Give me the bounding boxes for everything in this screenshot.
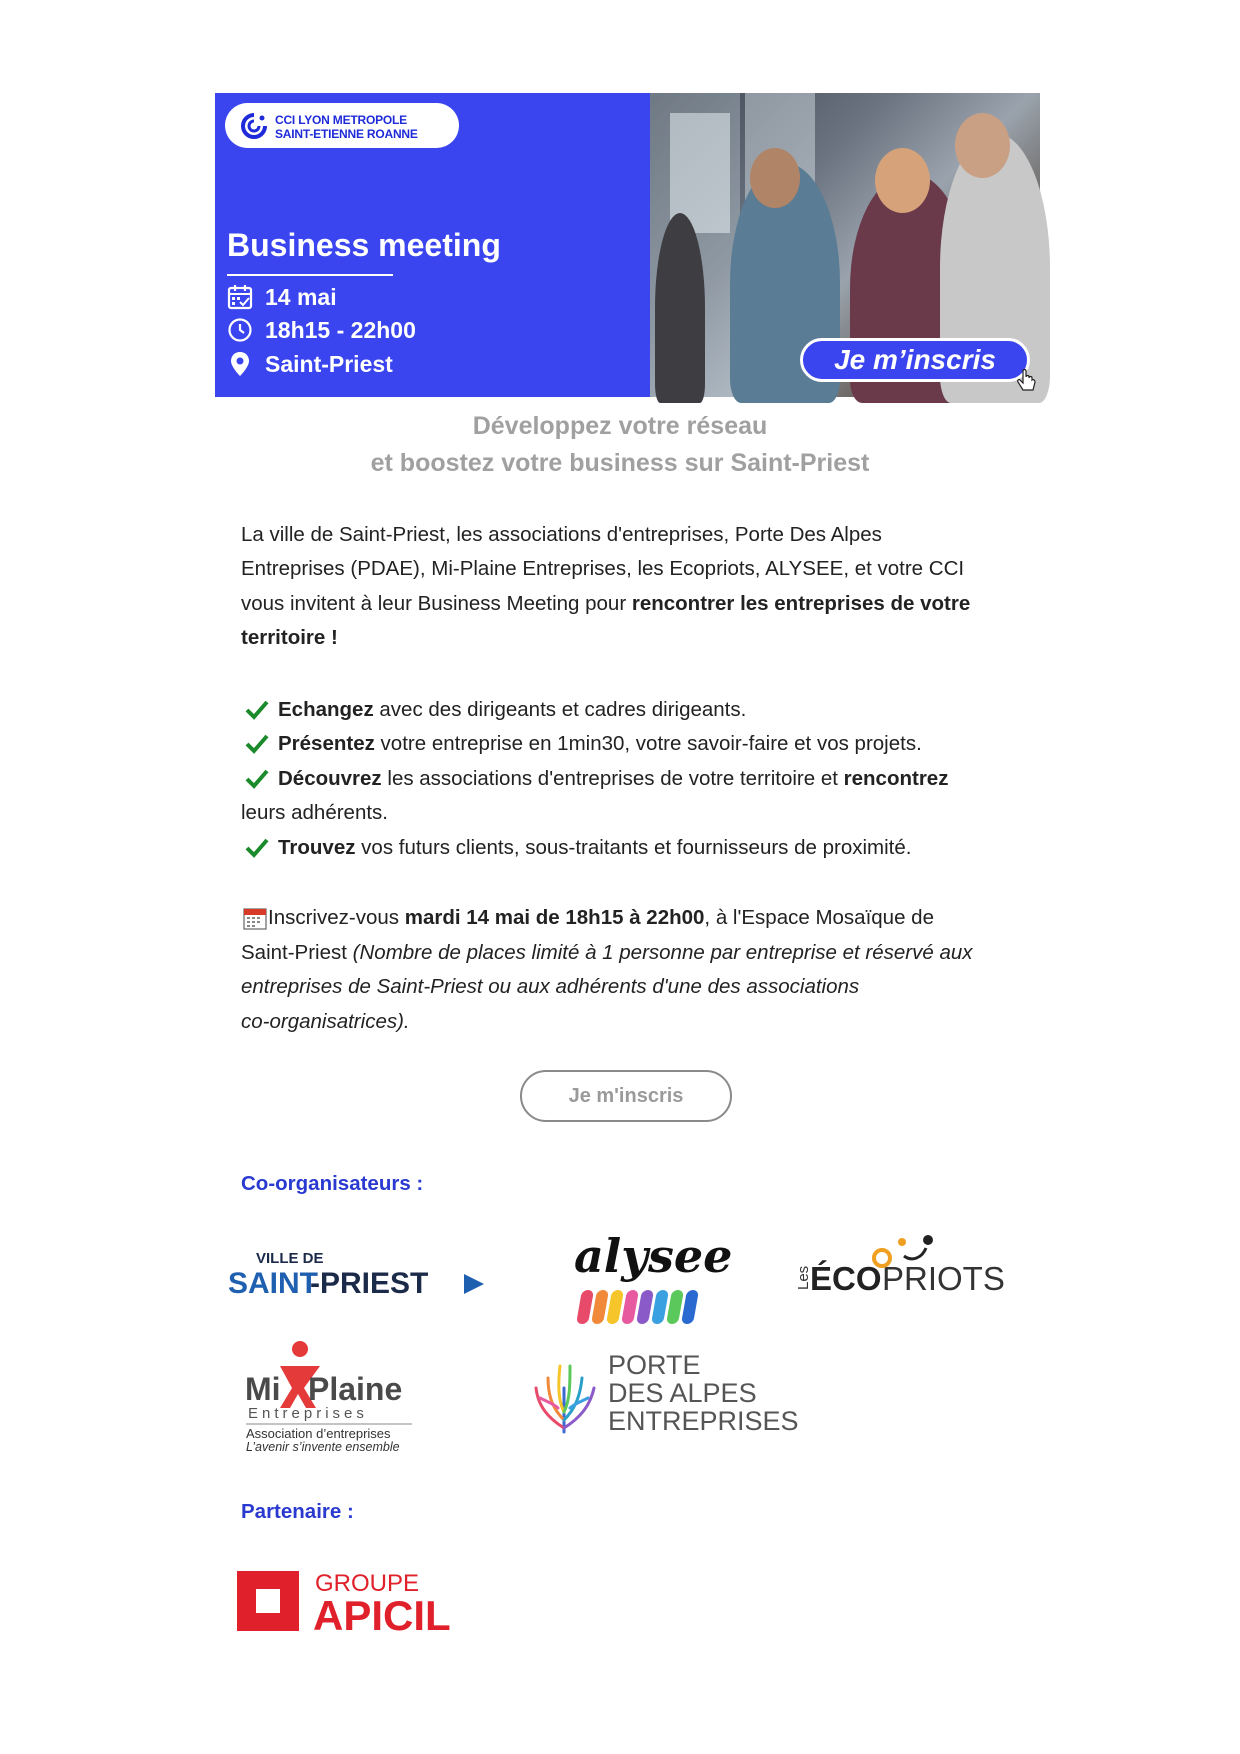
registration-text: Inscrivez-vous [268,906,405,929]
intro-line3 [241,591,970,617]
bullet-discover-text: les associations d'entreprises de votre territoire et [381,767,844,790]
headline-line2: et boostez votre business sur Saint-Priest [370,449,870,477]
bullet-find [278,835,911,861]
banner-register-button[interactable]: Je m’inscris [800,338,1030,382]
bullet-present-bold: Présentez [278,732,375,755]
alysee-logo [568,1222,733,1332]
partner-heading: Partenaire : [241,1500,354,1523]
registration-line1 [268,905,934,931]
intro-highlight-end: territoire ! [241,626,338,649]
clock-icon [227,317,253,343]
bullet-discover [278,766,948,792]
bullet-discover-cont: leurs adhérents. [241,801,389,824]
pointer-hand-icon [1016,369,1038,393]
calendar-icon [227,284,253,310]
registration-line4 [241,1009,410,1035]
event-title: Business meeting [227,227,501,263]
registration-conditions-cont: entreprises de Saint-Priest ou aux adhérents d'une des associations [241,975,860,998]
headline-line1: Développez votre réseau [472,412,768,440]
registration-conditions: (Nombre de places limité à 1 personne par entreprise et réservé aux [352,941,973,964]
registration-line3 [241,974,859,1000]
bullet-discover-bold2: rencontrez [843,767,949,790]
intro-text: vous invitent à leur Business Meeting pour [241,592,632,615]
bullet-exchange-bold: Echangez [278,698,374,721]
banner-info-panel [215,93,650,397]
intro-line4 [241,625,338,651]
saint-priest-logo-line1: VILLE DE [256,1250,324,1267]
networking-photo [650,93,1040,397]
miplaine-logo-tagline: L’avenir s’invente ensemble [246,1440,400,1454]
miplaine-logo-entreprises: Entreprises [248,1405,368,1422]
bullet-exchange-text: avec des dirigeants et cadres dirigeants. [373,698,747,721]
registration-line2 [241,940,973,966]
event-date: 14 mai [265,284,337,310]
cci-logo-icon [241,113,267,139]
miplaine-logo-assoc: Association d’entreprises [246,1426,391,1441]
checkmark-icon [245,732,269,754]
registration-conditions-end: co-organisatrices). [241,1010,410,1033]
saint-priest-logo-priest: -PRIEST [310,1267,429,1300]
bullet-exchange [278,697,746,723]
event-banner [215,93,1040,397]
alysee-logo-text: alysee [574,1229,733,1283]
pdae-logo [528,1348,799,1436]
registration-venue: , à l'Espace Mosaïque de [704,906,934,929]
cci-name-line1: CCI LYON METROPOLE [275,113,407,127]
pdae-logo-line2: DES ALPES [608,1378,757,1408]
miplaine-logo [240,1338,430,1453]
event-time: 18h15 - 22h00 [265,317,416,343]
calendar-emoji-icon [243,906,267,930]
apicil-logo [237,1565,487,1639]
checkmark-icon [245,767,269,789]
saint-priest-logo-saint: SAINT [228,1267,318,1300]
checkmark-icon [245,836,269,858]
coorganisers-heading: Co-organisateurs : [241,1172,424,1195]
pdae-logo-line3: ENTREPRISES [608,1406,799,1436]
checkmark-icon [245,698,269,720]
intro-line1: La ville de Saint-Priest, les associations d'entreprises, Porte Des Alpes [241,523,882,546]
intro-highlight: rencontrer les entreprises de votre [631,592,971,615]
apicil-logo-groupe: GROUPE [315,1570,420,1597]
cci-name-line2: SAINT-ETIENNE ROANNE [275,127,418,141]
ecopriots-logo-priots: PRIOTS [882,1260,1005,1297]
registration-datetime: mardi 14 mai de 18h15 à 22h00 [404,906,705,929]
bullet-discover-bold: Découvrez [278,767,382,790]
event-place: Saint-Priest [265,351,393,377]
apicil-logo-name: APICIL [313,1592,451,1639]
pdae-logo-line1: PORTE [608,1350,701,1380]
ecopriots-logo [794,1228,1024,1298]
play-triangle-icon [464,1274,484,1294]
intro-line2: Entreprises (PDAE), Mi-Plaine Entreprises, les Ecopriots, ALYSEE, et votre CCI [241,557,965,580]
location-pin-icon [227,351,253,377]
miplaine-logo-plaine: Plaine [308,1371,403,1407]
ecopriots-logo-les: Les [795,1265,812,1290]
saint-priest-logo [228,1248,488,1300]
cci-logo [225,103,459,148]
miplaine-logo-mi: Mi [245,1371,281,1407]
register-button[interactable]: Je m'inscris [520,1070,732,1122]
bullet-find-bold: Trouvez [278,836,356,859]
bullet-present-text: votre entreprise en 1min30, votre savoir-faire et vos projets. [374,732,922,755]
bullet-find-text: vos futurs clients, sous-traitants et fournisseurs de proximité. [355,836,912,859]
registration-city: Saint-Priest [241,941,353,964]
title-divider [227,274,393,276]
ecopriots-logo-eco: ÉCO [810,1260,882,1297]
bullet-present [278,731,922,757]
